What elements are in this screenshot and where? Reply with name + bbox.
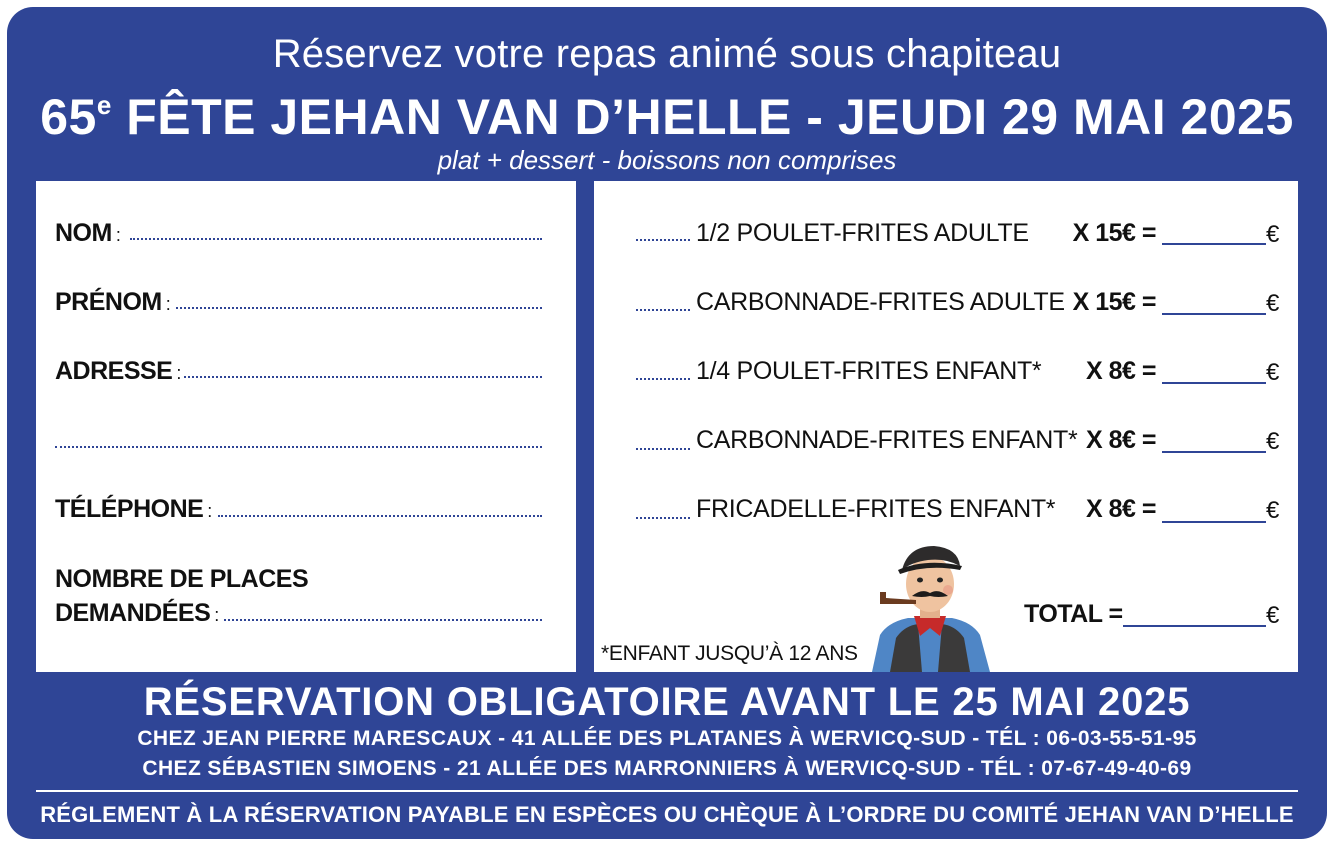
quantity-field[interactable] — [636, 309, 690, 311]
prenom-field[interactable] — [176, 307, 542, 309]
edition-number: 65 — [40, 89, 97, 145]
subtotal-field[interactable] — [1162, 243, 1266, 245]
currency-symbol: € — [1266, 221, 1280, 248]
places-label-line1: NOMBRE DE PLACES — [55, 565, 309, 593]
quantity-field[interactable] — [636, 378, 690, 380]
currency-symbol: € — [1266, 359, 1280, 386]
contact-address-2: CHEZ SÉBASTIEN SIMOENS - 21 ALLÉE DES MARRONNIERS À WERVICQ-SUD - TÉL : 07-67-49-40-69 — [142, 757, 1192, 780]
adresse-field-line2[interactable] — [55, 446, 542, 448]
menu-item-label: CARBONNADE-FRITES ADULTE — [696, 288, 1065, 316]
menu-item-label: CARBONNADE-FRITES ENFANT* — [696, 426, 1078, 454]
menu-item-price: X 15€ = — [1072, 219, 1156, 247]
menu-item-label: FRICADELLE-FRITES ENFANT* — [696, 495, 1056, 523]
telephone-label: TÉLÉPHONE : — [55, 495, 212, 523]
total-label: TOTAL = — [1024, 600, 1123, 628]
currency-symbol: € — [1266, 602, 1280, 629]
contact-panel — [36, 181, 576, 672]
nom-label: NOM : — [55, 219, 121, 247]
meal-tagline: plat + dessert - boissons non comprises — [437, 145, 897, 175]
menu-item-price: X 8€ = — [1086, 357, 1156, 385]
subtotal-field[interactable] — [1162, 313, 1266, 315]
places-field[interactable] — [224, 619, 542, 621]
header-subtitle: Réservez votre repas animé sous chapiteau — [272, 32, 1062, 76]
child-age-footnote: *ENFANT JUSQU’À 12 ANS — [601, 642, 858, 665]
edition-suffix: e — [96, 90, 112, 120]
quantity-field[interactable] — [636, 448, 690, 450]
menu-item-label: 1/4 POULET-FRITES ENFANT* — [696, 357, 1042, 385]
places-label-line2: DEMANDÉES : — [55, 599, 219, 627]
subtotal-field[interactable] — [1162, 521, 1266, 523]
menu-item-price: X 15€ = — [1072, 288, 1156, 316]
menu-item-price: X 8€ = — [1086, 426, 1156, 454]
subtotal-field[interactable] — [1162, 382, 1266, 384]
event-title — [0, 88, 1334, 146]
prenom-label: PRÉNOM : — [55, 288, 171, 316]
quantity-field[interactable] — [636, 517, 690, 519]
adresse-field[interactable] — [184, 376, 542, 378]
event-title-text: FÊTE JEHAN VAN D’HELLE - JEUDI 29 MAI 2025 — [111, 89, 1294, 145]
adresse-label: ADRESSE : — [55, 357, 181, 385]
footer-divider — [36, 790, 1298, 792]
menu-item-price: X 8€ = — [1086, 495, 1156, 523]
contact-address-1: CHEZ JEAN PIERRE MARESCAUX - 41 ALLÉE DES PLATANES À WERVICQ-SUD - TÉL : 06-03-55-51-95 — [137, 727, 1197, 750]
quantity-field[interactable] — [636, 239, 690, 241]
menu-item-label: 1/2 POULET-FRITES ADULTE — [696, 219, 1029, 247]
currency-symbol: € — [1266, 497, 1280, 524]
payment-terms: RÉGLEMENT À LA RÉSERVATION PAYABLE EN ESPÈCES OU CHÈQUE À L’ORDRE DU COMITÉ JEHAN VAN D’HELLE — [40, 802, 1294, 827]
telephone-field[interactable] — [218, 515, 542, 517]
reservation-deadline: RÉSERVATION OBLIGATOIRE AVANT LE 25 MAI 2025 — [143, 680, 1191, 724]
nom-field[interactable] — [130, 238, 542, 240]
currency-symbol: € — [1266, 290, 1280, 317]
currency-symbol: € — [1266, 428, 1280, 455]
subtotal-field[interactable] — [1162, 451, 1266, 453]
total-field[interactable] — [1123, 625, 1266, 627]
mascot-icon — [868, 540, 992, 672]
